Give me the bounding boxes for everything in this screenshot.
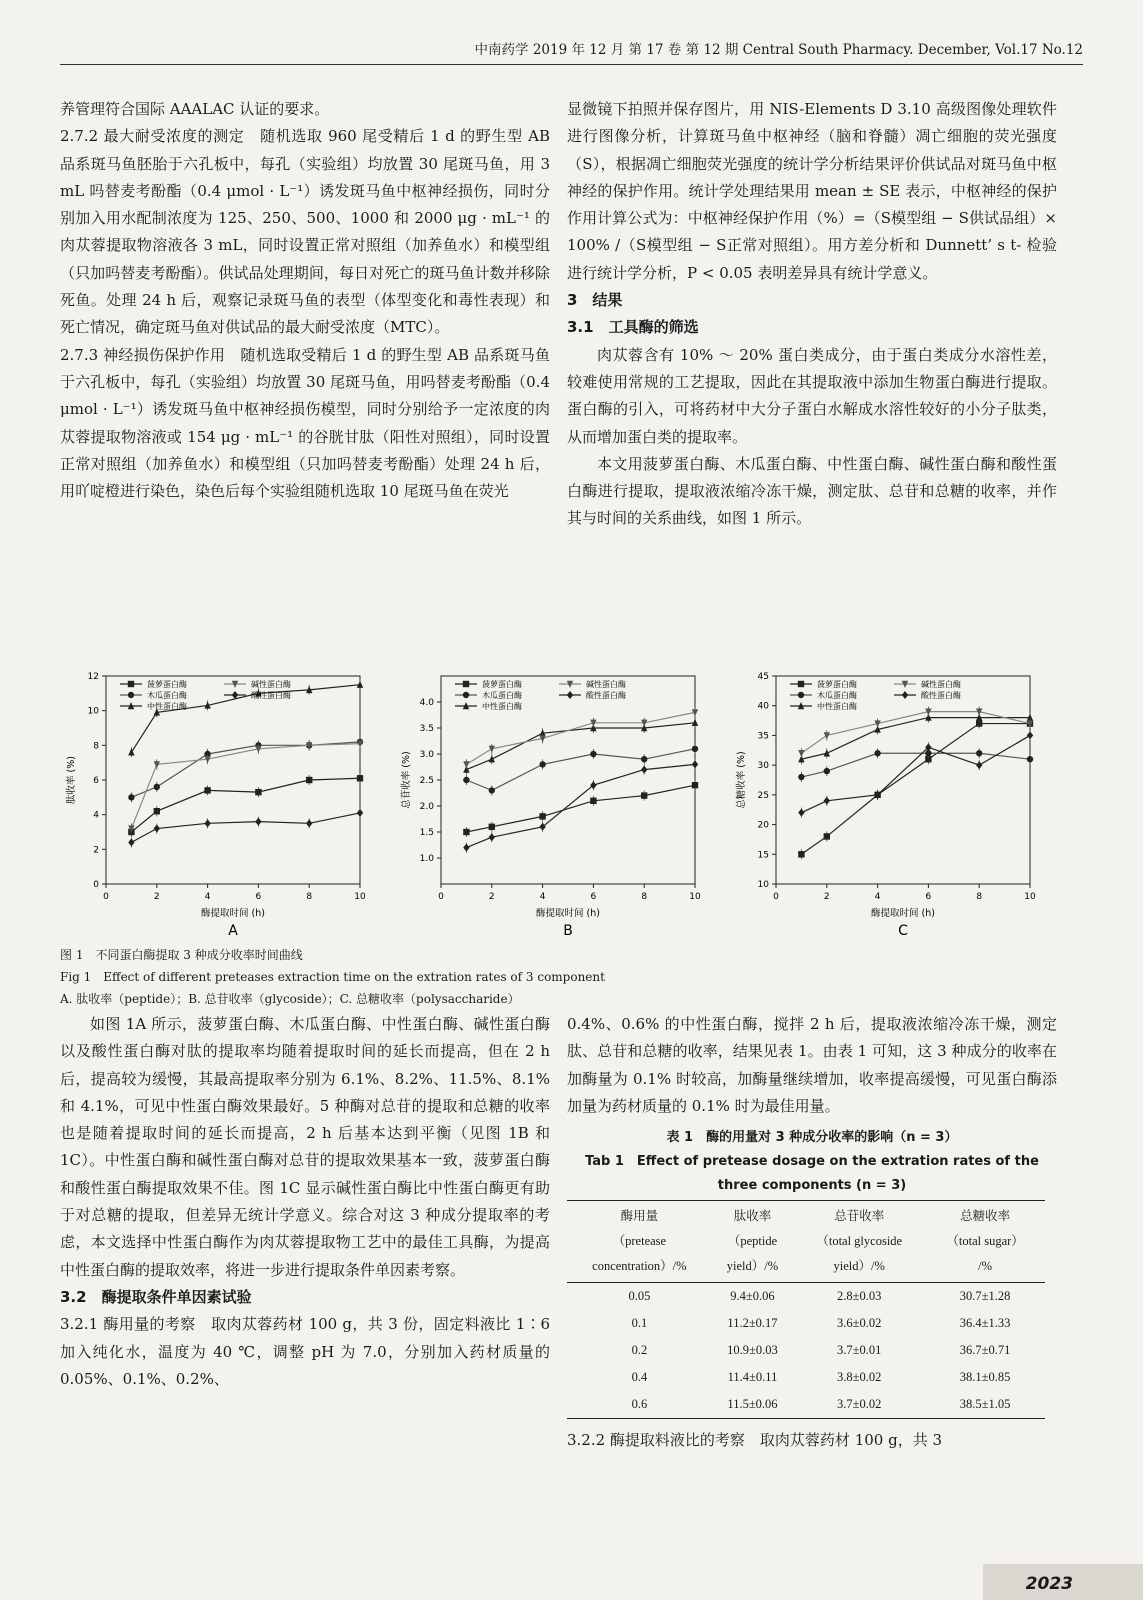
- table-header-line: 肽收率: [733, 1209, 772, 1224]
- x-axis-label: 酶提取时间 (h): [536, 908, 600, 919]
- y-tick-label: 4.0: [419, 698, 434, 708]
- table-row: [567, 1391, 1045, 1419]
- table-cell: 36.7±0.71: [959, 1343, 1011, 1358]
- table-row: [567, 1283, 1045, 1311]
- y-axis-label: 总糖收率 (%): [736, 751, 747, 809]
- y-tick-label: 8: [93, 741, 99, 752]
- y-tick-label: 15: [757, 850, 769, 861]
- data-point: [641, 792, 647, 798]
- table-cell: 30.7±1.28: [959, 1289, 1011, 1304]
- series-line: [801, 753, 1030, 777]
- x-tick-label: 6: [925, 892, 932, 902]
- data-point: [976, 761, 982, 769]
- table-cell: 11.2±0.17: [727, 1316, 778, 1331]
- data-point: [463, 761, 469, 768]
- table-title-en: Tab 1 Effect of pretease dosage on the extration rates of the three components (n = 3): [585, 1154, 1039, 1194]
- data-point: [489, 755, 495, 762]
- y-tick-label: 3.0: [419, 750, 434, 760]
- table-header-line: concentration）/%: [592, 1259, 687, 1274]
- plot-frame: [776, 676, 1030, 884]
- table-cell: 0.6: [567, 1391, 712, 1419]
- data-point: [357, 681, 363, 688]
- x-tick-label: 4: [539, 892, 546, 902]
- section-2-7-3: 2.7.3 神经损伤保护作用 随机选取受精后 1 d 的野生型 AB 品系斑马鱼于六孔板中，每孔（实验组）均放置 30 尾斑马鱼，用吗替麦考酚酯（0.4 μmol · L⁻¹）诱发斑马鱼中枢神经损伤模型，同时分别给予一定浓度的肉苁蓉提取物溶液或 154 μg · mL⁻¹ 的谷胱甘肽（阳性对照组），同时设置正常对照组（加养鱼水）和模型组（只加吗替麦考酚酯）处理 24 h 后，用吖啶橙进行染色，染色后每个实验组随机选取 10 尾斑马鱼在荧光: [60, 345, 550, 501]
- figure-caption-cn: 图 1 不同蛋白酶提取 3 种成分收率时间曲线: [60, 948, 303, 962]
- x-tick-label: 10: [1024, 892, 1036, 902]
- plot-frame: [441, 676, 695, 884]
- y-tick-label: 10: [87, 706, 99, 717]
- paragraph: 显微镜下拍照并保存图片，用 NIS-Elements D 3.10 高级图像处理软件进行图像分析，计算斑马鱼中枢神经（脑和脊髓）凋亡细胞的荧光强度（S），根据凋亡细胞荧光强度的统计学分析结果评价供试品对斑马鱼中枢神经的保护作用。统计学处理结果用 mean ± SE 表示，中枢神经的保护作用计算公式为：中枢神经保护作用（%）=（S模型组 − S供试品组）× 100% /（S模型组 − S正常对照组）。用方差分析和 Dunnett’ s t- 检验进行统计学分析，P < 0.05 表明差异具有统计学意义。: [567, 100, 1057, 282]
- table-row: [567, 1337, 1045, 1364]
- series-line: [131, 778, 360, 832]
- data-point: [1027, 731, 1033, 739]
- chart-panel-a: [60, 664, 390, 939]
- series-line: [801, 735, 1030, 812]
- x-tick-label: 8: [976, 892, 983, 902]
- y-axis-label: 肽收率 (%): [66, 756, 77, 804]
- paragraph: 如图 1A 所示，菠萝蛋白酶、木瓜蛋白酶、中性蛋白酶、碱性蛋白酶以及酸性蛋白酶对肽的提取率均随着提取时间的延长而提高，但在 2 h 后，提高较为缓慢，其最高提取率分别为 6.1%、8.2%、11.5%、8.1% 和 4.1%，可见中性蛋白酶效果最好。5 种酶对总苷的提取和总糖的收率也是随着提取时间的延长而提高，2 h 后基本达到平衡（见图 1B 和 1C）。中性蛋白酶和碱性蛋白酶对总苷的提取效果基本一致，菠萝蛋白酶和酸性蛋白酶提取效果不佳。图 1C 显示碱性蛋白酶比中性蛋白酶更有助于对总糖的提取，但差异无统计学意义。综合对这 3 种成分提取率的考虑，本文选择中性蛋白酶作为肉苁蓉提取物工艺中的最佳工具酶，为提高中性蛋白酶的提取效率，将进一步进行提取条件单因素考察。: [60, 1015, 550, 1279]
- table-cell: 2.8±0.03: [837, 1289, 882, 1304]
- data-point: [692, 760, 698, 768]
- y-axis-label: 总苷收率 (%): [401, 751, 412, 809]
- x-tick-label: 6: [255, 892, 262, 902]
- figure-caption-sub: A. 肽收率（peptide）；B. 总苷收率（glycoside）；C. 总糖收率（polysaccharide）: [60, 992, 520, 1006]
- data-point: [357, 775, 363, 781]
- legend-marker: [567, 691, 573, 699]
- table-row: [567, 1310, 1045, 1337]
- figure-1: [60, 664, 1090, 939]
- data-point: [641, 756, 647, 762]
- table-cell: 0.2: [631, 1343, 648, 1358]
- data-point: [824, 768, 830, 774]
- data-point: [128, 794, 134, 800]
- legend-marker: [128, 692, 134, 698]
- data-point: [1027, 756, 1033, 762]
- data-point: [692, 746, 698, 752]
- y-tick-label: 1.0: [419, 854, 434, 864]
- legend-label: 酸性蛋白酶: [251, 691, 291, 700]
- data-point: [976, 750, 982, 756]
- section-3-2-2: 3.2.2 酶提取料液比的考察 取肉苁蓉药材 100 g，共 3: [567, 1431, 943, 1450]
- y-tick-label: 10: [757, 880, 769, 890]
- table-cell: 36.4±1.33: [959, 1316, 1011, 1331]
- legend-label: 木瓜蛋白酶: [147, 691, 187, 700]
- table-header-line: （total sugar）: [946, 1234, 1024, 1249]
- x-tick-label: 8: [306, 892, 313, 902]
- data-point: [798, 809, 804, 817]
- legend-label: 碱性蛋白酶: [251, 680, 291, 689]
- legend-label: 菠萝蛋白酶: [817, 680, 857, 689]
- data-point: [154, 825, 160, 833]
- legend-label: 木瓜蛋白酶: [817, 691, 857, 700]
- section-heading-3: 3 结果: [567, 291, 623, 310]
- table-cell: 0.1: [631, 1316, 648, 1331]
- table-header: [712, 1201, 793, 1283]
- data-point: [463, 829, 469, 835]
- legend-marker: [798, 681, 804, 687]
- paragraph: 0.4%、0.6% 的中性蛋白酶，搅拌 2 h 后，提取液浓缩冷冻干燥，测定肽、总苷和总糖的收率，结果见表 1。由表 1 可知，这 3 种成分的收率在加酶量为 0.1% 时较高，加酶量继续增加，收率提高缓慢，可见蛋白酶添加量为药材质量的 0.1% 时为最佳用量。: [567, 1015, 1057, 1115]
- table-header-line: 总苷收率: [834, 1209, 885, 1224]
- y-tick-label: 30: [757, 761, 769, 772]
- table-header-line: （pretease: [612, 1234, 667, 1249]
- table-cell: 11.5±0.06: [712, 1391, 793, 1419]
- legend-marker: [463, 692, 469, 698]
- data-point: [463, 777, 469, 783]
- y-tick-label: 3.5: [419, 724, 434, 734]
- x-axis-label: 酶提取时间 (h): [201, 908, 265, 919]
- section-2-7-2: 2.7.2 最大耐受浓度的测定 随机选取 960 尾受精后 1 d 的野生型 AB 品系斑马鱼胚胎于六孔板中，每孔（实验组）均放置 30 尾斑马鱼，用 3 mL 吗替麦考酚酯（0.4 μmol · L⁻¹）诱发斑马鱼中枢神经损伤，同时分别加入用水配制浓度为 125、250、500、1000 和 2000 μg · mL⁻¹ 的肉苁蓉提取物溶液各 3 mL，同时设置正常对照组（加养鱼水）和模型组（只加吗替麦考酚酯）。供试品处理期间，每日对死亡的斑马鱼计数并移除死鱼。处理 24 h 后，观察记录斑马鱼的表型（体型变化和毒性表现）和死亡情况，确定斑马鱼对供试品的最大耐受浓度（MTC）。: [60, 127, 550, 337]
- table-cell: 3.7±0.02: [793, 1391, 925, 1419]
- table-cell: 9.4±0.06: [730, 1289, 775, 1304]
- column-left-bottom: [60, 1011, 550, 1393]
- data-point: [692, 782, 698, 788]
- data-point: [798, 851, 804, 857]
- data-point: [204, 787, 210, 793]
- data-point: [463, 844, 469, 852]
- column-right-top: [567, 96, 1057, 533]
- legend-marker: [902, 691, 908, 699]
- table-header-line: 总糖收率: [960, 1209, 1011, 1224]
- data-point: [824, 732, 830, 739]
- figure-caption-en: Fig 1 Effect of different preteases extraction time on the extration rates of 3 component: [60, 970, 605, 984]
- series-line: [801, 724, 1030, 855]
- data-point: [357, 809, 363, 817]
- table-header-line: 酶用量: [620, 1209, 659, 1224]
- data-point: [255, 818, 261, 826]
- x-tick-label: 0: [103, 892, 109, 902]
- y-tick-label: 4: [93, 810, 99, 821]
- series-line: [466, 785, 695, 832]
- table-header-line: yield）/%: [833, 1259, 885, 1274]
- data-point: [641, 766, 647, 774]
- table-row: [567, 1364, 1045, 1391]
- data-point: [539, 761, 545, 767]
- table-header-line: （peptide: [727, 1234, 778, 1249]
- table-header: [793, 1201, 925, 1283]
- y-tick-label: 6: [93, 776, 99, 786]
- y-tick-label: 2.0: [419, 802, 434, 812]
- legend-marker: [463, 681, 469, 687]
- x-tick-label: 0: [773, 892, 779, 902]
- table-header-line: /%: [978, 1259, 993, 1274]
- chart-panel-c: [730, 664, 1060, 939]
- legend-label: 中性蛋白酶: [817, 702, 857, 711]
- data-point: [539, 813, 545, 819]
- paragraph: 养管理符合国际 AAALAC 认证的要求。: [60, 100, 330, 118]
- column-right-bottom: [567, 1011, 1057, 1454]
- series-line: [466, 723, 695, 770]
- legend-label: 碱性蛋白酶: [921, 680, 961, 689]
- data-point: [489, 824, 495, 830]
- x-tick-label: 8: [641, 892, 648, 902]
- data-point: [204, 819, 210, 827]
- x-tick-label: 0: [438, 892, 444, 902]
- table-cell: 0.4: [631, 1370, 648, 1385]
- legend-label: 酸性蛋白酶: [586, 691, 626, 700]
- data-point: [798, 774, 804, 780]
- table-cell: 3.7±0.01: [837, 1343, 882, 1358]
- table-title-cn: 表 1 酶的用量对 3 种成分收率的影响（n = 3）: [666, 1130, 958, 1146]
- x-tick-label: 4: [874, 892, 881, 902]
- paragraph: 肉苁蓉含有 10% ～ 20% 蛋白类成分，由于蛋白类成分水溶性差，较难使用常规的工艺提取，因此在其提取液中添加生物蛋白酶进行提取。蛋白酶的引入，可将药材中大分子蛋白水解成水溶性较好的小分子肽类，从而增加蛋白类的提取率。: [567, 345, 1057, 446]
- x-tick-label: 2: [153, 892, 160, 902]
- y-tick-label: 12: [87, 672, 99, 682]
- y-tick-label: 2.5: [419, 776, 434, 786]
- y-tick-label: 35: [757, 731, 769, 742]
- x-tick-label: 6: [590, 892, 597, 902]
- y-tick-label: 0: [93, 880, 99, 890]
- x-tick-label: 10: [354, 892, 366, 902]
- x-tick-label: 2: [823, 892, 830, 902]
- data-point: [590, 798, 596, 804]
- data-point: [154, 761, 160, 768]
- data-point: [692, 719, 698, 726]
- chart-panel-b: [395, 664, 725, 939]
- legend-label: 木瓜蛋白酶: [482, 691, 522, 700]
- data-point: [539, 823, 545, 831]
- series-line: [131, 813, 360, 842]
- series-line: [466, 764, 695, 847]
- series-line: [131, 742, 360, 797]
- legend-label: 碱性蛋白酶: [586, 680, 626, 689]
- panel-label: A: [228, 923, 238, 939]
- section-heading-3-2: 3.2 酶提取条件单因素试验: [60, 1287, 252, 1306]
- data-point: [489, 746, 495, 753]
- section-heading-3-1: 3.1 工具酶的筛选: [567, 318, 699, 337]
- y-tick-label: 20: [757, 820, 769, 831]
- data-point: [306, 819, 312, 827]
- data-point: [590, 751, 596, 757]
- page-number: 2023: [1025, 1574, 1073, 1594]
- y-tick-label: 1.5: [419, 828, 434, 838]
- figure-caption: [60, 944, 1040, 1010]
- running-header: 中南药学 2019 年 12 月 第 17 卷 第 12 期 Central South Pharmacy. December, Vol.17 No.12: [60, 38, 1083, 65]
- data-point: [306, 777, 312, 783]
- data-point: [154, 784, 160, 790]
- column-left-top: [60, 96, 550, 505]
- data-point: [590, 781, 596, 789]
- x-tick-label: 2: [488, 892, 495, 902]
- legend-label: 酸性蛋白酶: [921, 691, 961, 700]
- series-line: [131, 744, 360, 829]
- legend-label: 中性蛋白酶: [482, 702, 522, 711]
- table-header-line: （total glycoside: [816, 1234, 903, 1249]
- data-point: [824, 797, 830, 805]
- table-header-line: yield）/%: [726, 1259, 779, 1274]
- table-cell: 3.6±0.02: [837, 1316, 882, 1331]
- data-point: [489, 787, 495, 793]
- y-tick-label: 45: [757, 672, 769, 682]
- y-tick-label: 25: [757, 790, 769, 801]
- table-cell: 10.9±0.03: [727, 1343, 778, 1358]
- table-cell: 38.1±0.85: [959, 1370, 1011, 1385]
- table-cell: 11.4±0.11: [727, 1370, 778, 1385]
- legend-label: 菠萝蛋白酶: [482, 680, 522, 689]
- legend-marker: [128, 681, 134, 687]
- panel-label: C: [898, 923, 908, 939]
- table-1: [567, 1200, 1045, 1419]
- data-point: [255, 789, 261, 795]
- data-point: [154, 808, 160, 814]
- x-tick-label: 10: [689, 892, 701, 902]
- x-tick-label: 4: [204, 892, 211, 902]
- legend-label: 菠萝蛋白酶: [147, 680, 187, 689]
- data-point: [128, 838, 134, 846]
- data-point: [824, 833, 830, 839]
- paragraph: 本文用菠萝蛋白酶、木瓜蛋白酶、中性蛋白酶、碱性蛋白酶和酸性蛋白酶进行提取，提取液浓缩冷冻干燥，测定肽、总苷和总糖的收率，并作其与时间的关系曲线，如图 1 所示。: [567, 454, 1057, 528]
- y-tick-label: 40: [757, 701, 769, 712]
- table-cell: 3.8±0.02: [837, 1370, 882, 1385]
- table-header: [925, 1201, 1045, 1283]
- legend-marker: [798, 692, 804, 698]
- section-3-2-1: 3.2.1 酶用量的考察 取肉苁蓉药材 100 g，共 3 份，固定料液比 1∶6 加入纯化水，温度为 40 ℃，调整 pH 为 7.0，分别加入药材质量的 0.05%、0.1%、0.2%、: [60, 1315, 550, 1388]
- legend-label: 中性蛋白酶: [147, 702, 187, 711]
- y-tick-label: 2: [93, 845, 99, 856]
- table-cell: 0.05: [628, 1289, 651, 1304]
- table-header: [567, 1201, 712, 1283]
- x-axis-label: 酶提取时间 (h): [871, 908, 935, 919]
- panel-label: B: [563, 923, 573, 939]
- table-cell: 38.5±1.05: [925, 1391, 1045, 1419]
- data-point: [874, 750, 880, 756]
- data-point: [798, 750, 804, 757]
- data-point: [489, 833, 495, 841]
